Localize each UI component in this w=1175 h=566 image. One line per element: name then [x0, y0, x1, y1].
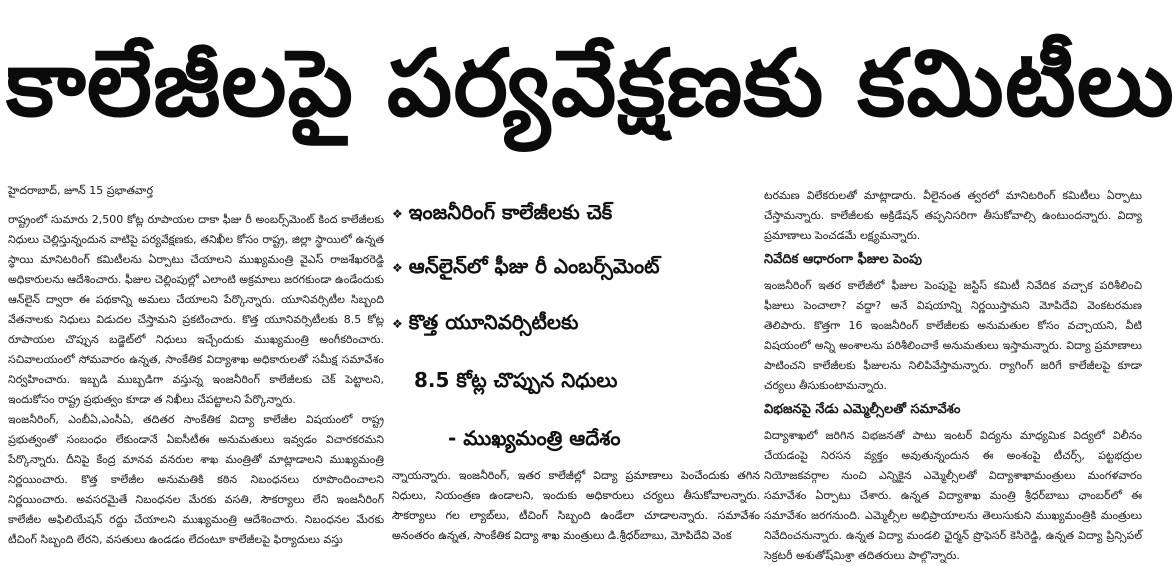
article-paragraph: విద్యాశాఖలో జరిగిన విభజనతో పాటు ఇంటర్ విద్యను మాధ్యమిక విద్యలో విలీనం చేయడంపై నిరసన వ్యక్తం అవుతున్నందున ఈ అంశంపై టీచర్స్, పట్టభద్రుల నియోజకవర్గాల నుంచి ఎన్నికైన ఎమ్మెల్సీలతో విద్యాశాఖామంత్రులు మంగళవారం సమావేశం ఏర్పాటు చేశారు. ఉన్నత విద్యాశాఖ మంత్రి శ్రీధర్‌బాబు ఛాంబర్‌లో ఈ సమావేశం జరగనుంది. ఎమ్మెల్సీల అభిప్రాయాలను తెలుసుకుని ముఖ్యమంత్రికి మంత్రులు నివేదించనున్నారు. ఉన్నత విద్యా మండలి ఛైర్మన్ ప్రొఫెసర్ కెసిరెడ్డి, ఉన్నత విద్యా ప్రిన్సిపల్ సెక్రటరీ అశుతోష్‌మిశ్రా తదితరులు పాల్గొన్నారు. [764, 429, 1142, 562]
dateline: హైదరాబాద్, జూన్ 15 ప్రభాతవార్త [8, 184, 153, 197]
highlight-item: ❖ ఇంజనీరింగ్ కాలేజీలకు చెక్ [392, 198, 612, 228]
article-paragraph: న్నాయన్నారు. ఇంజనీరింగ్, ఇతర కాలేజీల్లో విద్యా ప్రమాణాలు పెంచేందుకు తగిన నిధులు, నియంత్రణ ఉండాలని, ఇందుకు అధికారులు చర్యలు తీసుకోవాలన్నారు. సౌకర్యాలు గల ల్యాబ్‌లు, టీచింగ్ సిబ్బంది ఉండేలా చూడాలన్నారు. సమావేశం అనంతరం ఉన్నత, సాంకేతిక విద్యా శాఖ మంత్రులు డి.శ్రీధర్‌బాబు, మోపిదేవి వెంక [392, 469, 760, 542]
left-article-column [8, 180, 384, 546]
article-paragraph: ఇంజనీరింగ్ ఇతర కాలేజీలో ఫీజుల పెంపుపై జస్టిస్ కమిటీ నివేదిక వచ్చాక పరిశీలించి ఫీజులు పెంచాలా? వద్దా? అనే విషయాన్ని నిర్ణయిస్తామని మోపిదేవి వెంకటరమణ తెలిపారు. కొత్తగా 16 ఇంజనీరింగ్ కాలేజీలకు అనుమతుల కోసం వచ్చాయని, వీటి విషయంలో అన్ని అంశాలను పరిశీలించాకే అనుమతులు ఇస్తామన్నారు. విద్యా ప్రమాణాలు పాటించని కాలేజీలకు ఫీజులను నిలిపివేస్తామన్నారు. ర్యాగింగ్ జరిగే కాలేజీలపై కూడా చర్యలు తీసుకుంటామన్నారు. [764, 279, 1142, 392]
highlight-attribution: - ముఖ్యమంత్రి ఆదేశం [448, 426, 621, 450]
subheading: విభజనపై నేడు ఎమ్మెల్సీలతో సమావేశం [764, 402, 961, 417]
diamond-bullet-icon: ❖ [392, 206, 403, 221]
diamond-bullet-icon: ❖ [392, 316, 403, 331]
highlight-item: ❖ ఆన్‌లైన్‌లో ఫీజు రీ ఎంబర్స్‌మెంట్ [392, 252, 660, 282]
article-paragraph: టరమణ విలేకరులతో మాట్లాడారు. వీలైనంత త్వరలో మానిటరింగ్ కమిటీలు ఏర్పాటు చేస్తామన్నారు. కాలేజీలకు అక్రిడేషన్ తప్పనిసరిగా తీసుకోవాల్సి ఉంటుందన్నారు. విద్యా ప్రమాణాలు పెంచడమే లక్ష్యమన్నారు. [764, 189, 1142, 242]
article-paragraph: రాష్ట్రంలో సుమారు 2,500 కోట్ల రూపాయల దాకా ఫీజు రీ అంబర్స్‌మెంట్ కింద కాలేజీలకు నిధులు చెల్లిస్తున్నందున వాటిపై పర్యవేక్షణకు, తనిఖీల కోసం రాష్ట్ర, జిల్లా స్థాయిలో ఉన్నత స్థాయి మానిటరింగ్ కమిటీలను ఏర్పాటు చేయాలని ముఖ్యమంత్రి వైఎస్ రాజశేఖరరెడ్డి అధికారులను ఆదేశించారు. ఫీజుల చెల్లింపుల్లో ఎలాంటి అక్రమాలు జరగకుండా ఉండేందుకు ఆన్‌లైన్ ద్వారా ఈ పథకాన్ని అమలు చేయాలని పేర్కొన్నారు. యూనివర్సిటీల సిబ్బంది వేతనాలకు నిధులు విడుదల చేస్తామని ప్రకటించారు. కొత్త యూనివర్సిటీలకు 8.5 కోట్ల రూపాయల చొప్పున బడ్జెట్‌లో నిధులు ఇచ్చేందుకు ముఖ్యమంత్రి అంగీకరించారు. సచివాలయంలో సోమవారం ఉన్నత, సాంకేతిక విద్యాశాఖ అధికారులతో సమీక్ష సమావేశం నిర్వహించారు. ఇబ్బడి ముబ్బడిగా వస్తున్న ఇంజనీరింగ్ కాలేజీలకు చెక్ పెట్టాలని, ఇందుకోసం రాష్ట్ర ప్రభుత్వం కూడా త నిఖీలు చేపట్టాలని పేర్కొన్నారు. [8, 213, 384, 406]
page-headline: కాలేజీలపై పర్యవేక్షణకు కమిటీలు [6, 30, 1175, 137]
subheading: నివేదిక ఆధారంగా ఫీజుల పెంపు [764, 252, 922, 267]
article-paragraph: ఇంజనీరింగ్, ఎంబీఏ,ఎంసీఏ, తదితర సాంకేతిక విద్యా కాలేజీల విషయంలో రాష్ట్ర ప్రభుత్వంతో సంబంధం లేకుండానే ఏఐసీటీఈ అనుమతులు ఇవ్వడం విచారకరమని పేర్కొన్నారు. దీనిపై కేంద్ర మానవ వనరుల శాఖ మంత్రితో మాట్లాడాలని ముఖ్యమంత్రి నిర్ణయించారు. కొత్త కాలేజీల అనుమతికి కఠిన నిబంధనలు రూపొందించాలని నిర్ణయించారు. అవసరమైతే నిబంధనల మేరకు వసతి, సౌకర్యాలు లేని ఇంజనీరింగ్ కాలేజీల అఫిలియేషన్ రద్దు చేయాలని ముఖ్యమంత్రి ఆదేశించారు. నిబంధనల మేరకు టీచింగ్ సిబ్బంది లేరని, వసతులు ఉండడం లేదంటూ కాలేజీలపై ఫిర్యాదులు వస్తు [8, 413, 384, 546]
highlight-item: ❖ కొత్త యూనివర్సిటీలకు [392, 308, 578, 338]
highlight-item-continued: 8.5 కోట్ల చొప్పున నిధులు [414, 368, 618, 392]
diamond-bullet-icon: ❖ [392, 260, 403, 275]
middle-article-column [392, 466, 760, 546]
right-article-column [764, 186, 1142, 562]
highlights-box [392, 188, 760, 458]
